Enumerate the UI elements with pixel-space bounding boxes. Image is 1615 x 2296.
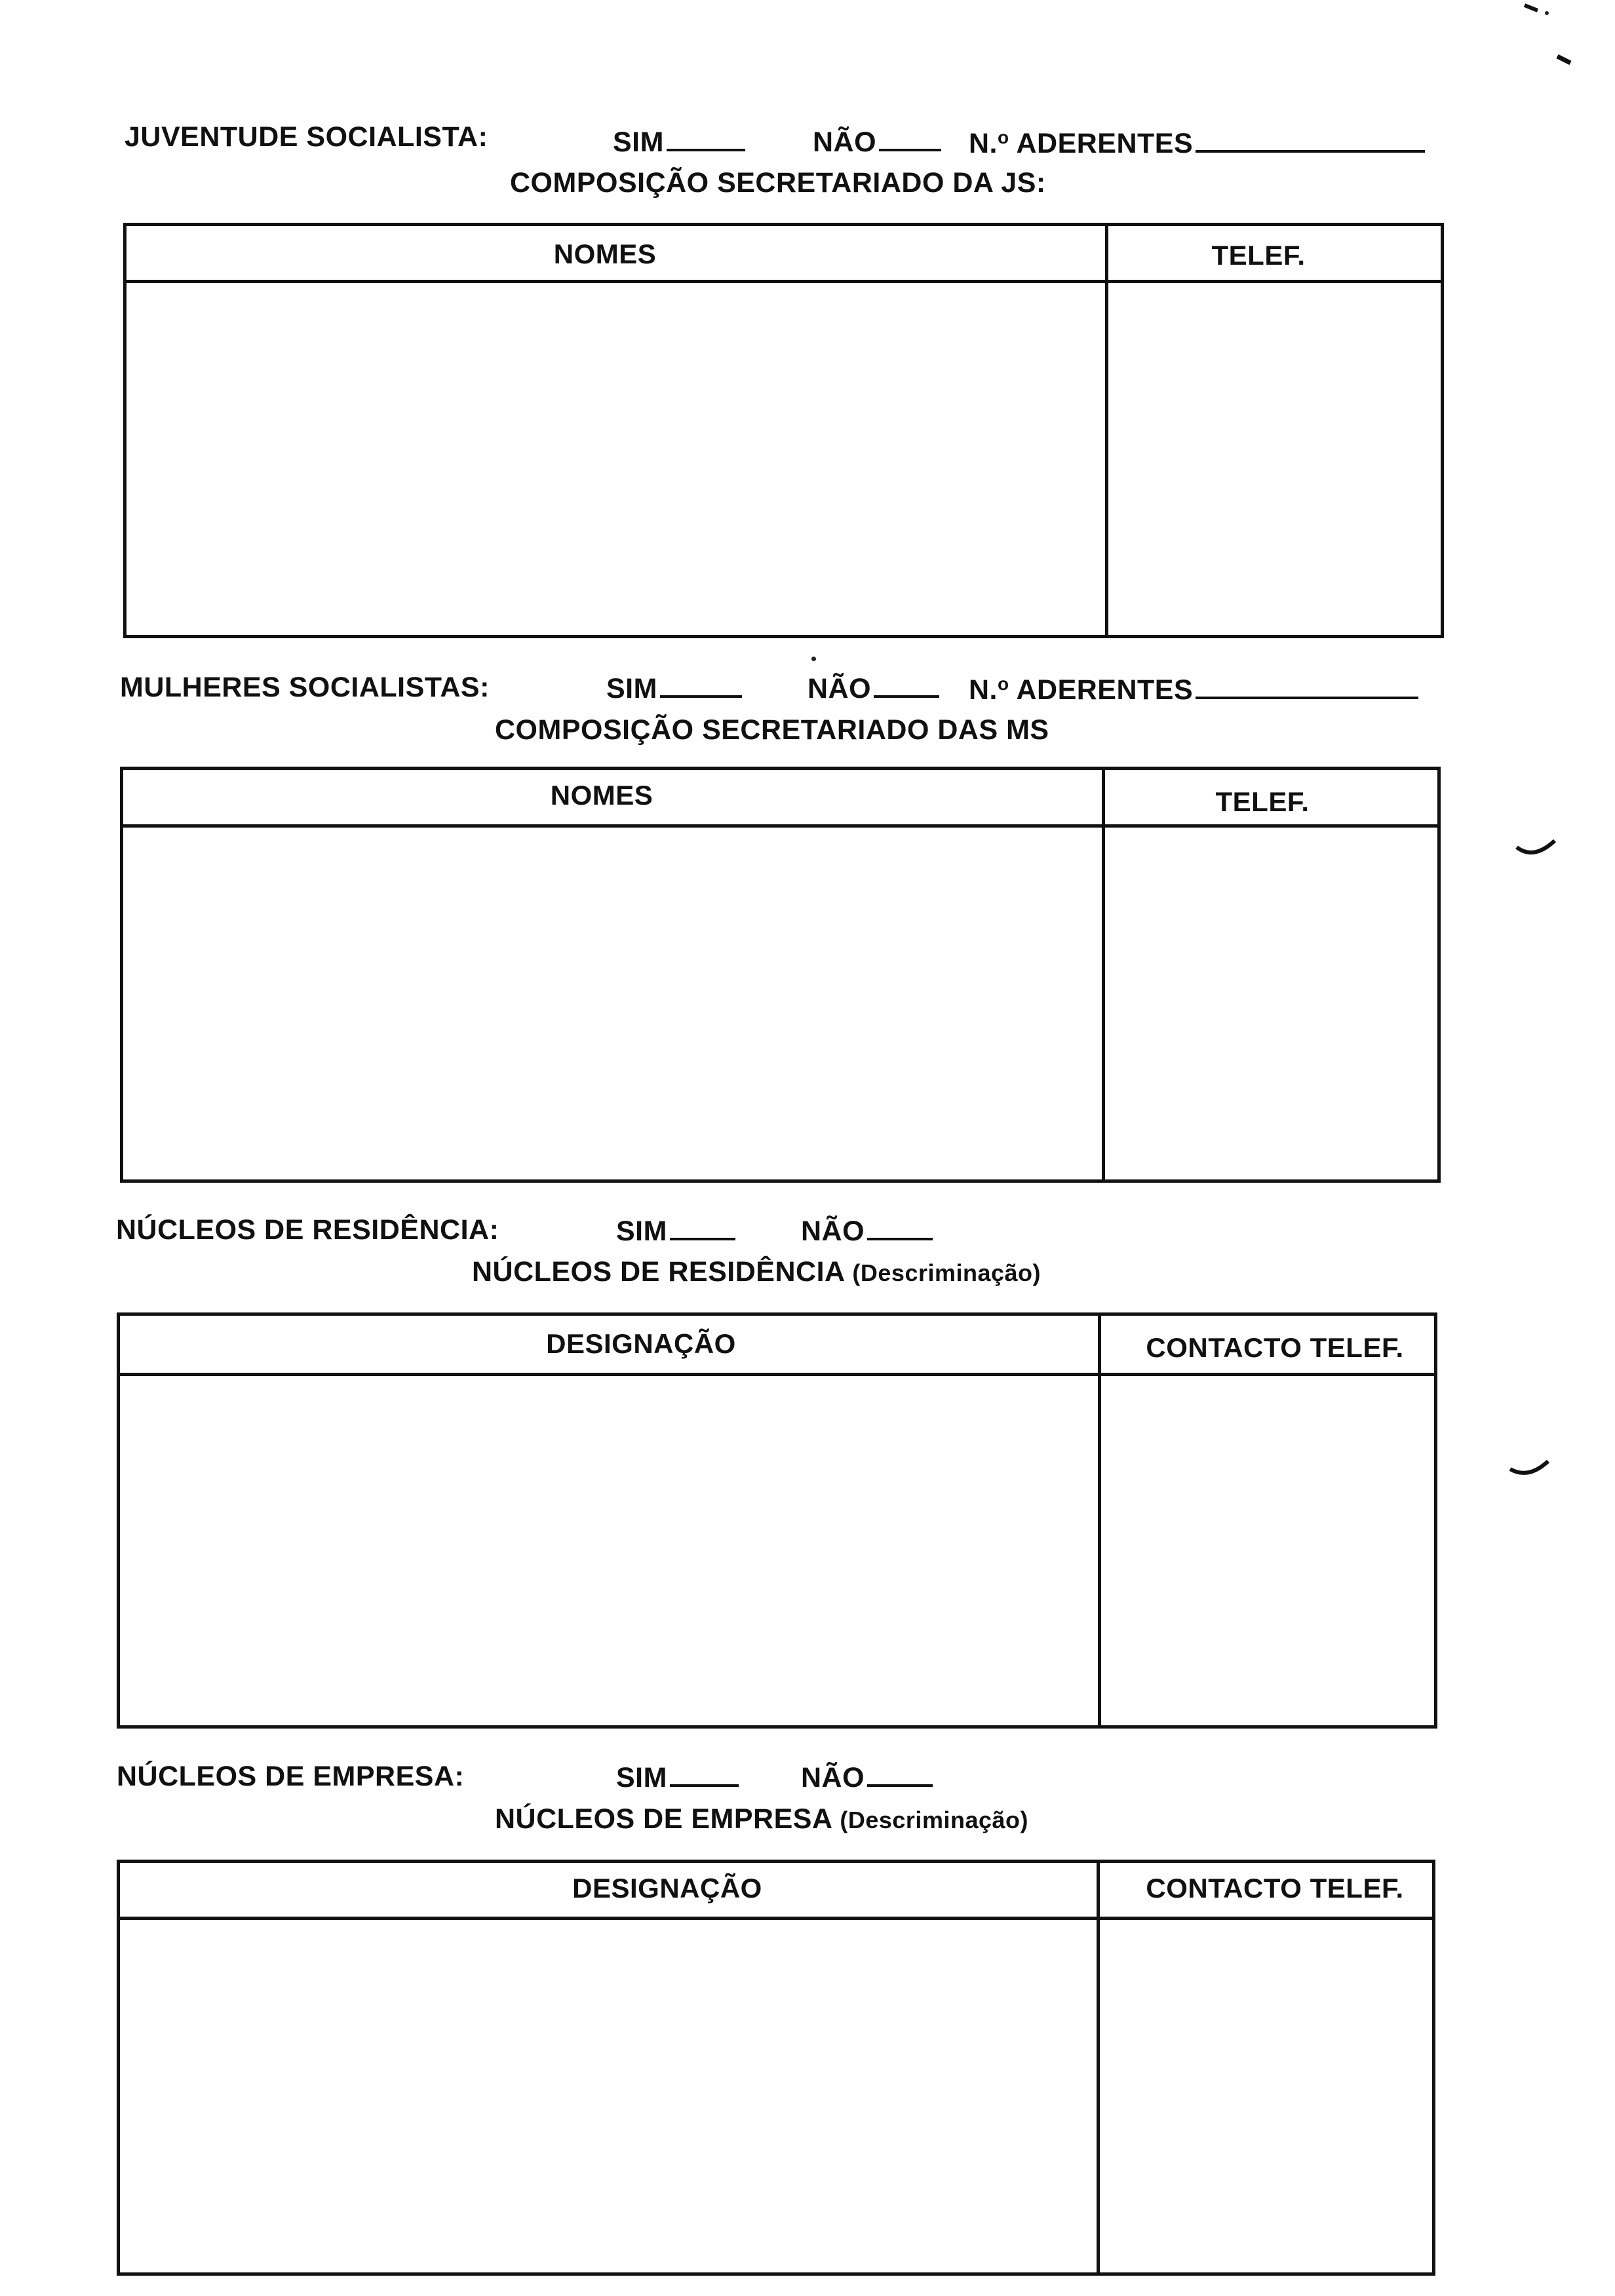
nao-label: NÃO [813,126,877,158]
nao-label: NÃO [801,1215,865,1247]
ms-nao-field[interactable] [808,675,939,703]
contacto-entry-area[interactable] [1100,1920,1432,2272]
numero-label: N. [969,128,998,159]
js-section-label: JUVENTUDE SOCIALISTA: [125,121,488,153]
ordinal-mark: o [998,127,1009,147]
sim-label: SIM [613,126,664,158]
residencia-section-label: NÚCLEOS DE RESIDÊNCIA: [116,1214,499,1246]
empresa-table [117,1860,1435,2276]
nao-label: NÃO [801,1762,865,1793]
col-header-telef: TELEF. [1215,786,1310,817]
js-nao-field[interactable] [813,128,941,157]
nomes-entry-area[interactable] [123,828,1099,1179]
sim-blank-line[interactable] [670,1238,735,1240]
nomes-entry-area[interactable] [126,283,1102,635]
hole-punch-mark [1508,1456,1553,1482]
ms-secretariado-table [120,767,1441,1183]
nao-blank-line[interactable] [874,695,939,698]
residencia-table [117,1312,1437,1729]
js-sim-field[interactable] [613,128,745,157]
designacao-entry-area[interactable] [120,1376,1095,1725]
empresa-sim-field[interactable] [616,1764,739,1792]
aderentes-label: ADERENTES [1016,128,1194,159]
residencia-sim-field[interactable] [616,1217,735,1246]
sim-blank-line[interactable] [660,695,742,698]
ms-aderentes-field[interactable] [969,675,1418,704]
sim-label: SIM [616,1762,667,1793]
hole-punch-mark [1514,835,1560,862]
empresa-nao-field[interactable] [801,1764,933,1792]
sim-label: SIM [616,1215,667,1247]
empresa-subtitle [495,1805,1028,1833]
ms-sim-field[interactable] [606,675,742,703]
aderentes-label: ADERENTES [1016,674,1194,706]
sim-label: SIM [606,673,657,704]
col-header-designacao: DESIGNAÇÃO [572,1873,762,1904]
residencia-subtitle [472,1258,1041,1286]
stray-dot-mark [811,657,816,661]
nao-label: NÃO [808,673,872,704]
numero-label: N. [969,674,998,706]
nao-blank-line[interactable] [867,1238,933,1240]
subtitle-text: NÚCLEOS DE RESIDÊNCIA [472,1256,844,1288]
ms-section-label: MULHERES SOCIALISTAS: [120,672,490,703]
aderentes-blank-line[interactable] [1196,697,1418,699]
js-secretariado-table [123,223,1444,638]
col-header-nomes: NOMES [553,239,657,269]
ms-subtitle: COMPOSIÇÃO SECRETARIADO DAS MS [495,714,1049,746]
col-header-contacto: CONTACTO TELEF. [1146,1332,1404,1363]
ordinal-mark: o [998,674,1009,694]
sim-blank-line[interactable] [667,149,745,151]
js-aderentes-field[interactable] [969,128,1425,158]
subtitle-note: (Descriminação) [840,1807,1028,1833]
empresa-section-label: NÚCLEOS DE EMPRESA: [117,1761,465,1792]
designacao-entry-area[interactable] [120,1920,1093,2272]
residencia-nao-field[interactable] [801,1217,933,1246]
col-header-contacto: CONTACTO TELEF. [1146,1873,1404,1904]
subtitle-text: NÚCLEOS DE EMPRESA [495,1803,832,1835]
nao-blank-line[interactable] [867,1784,933,1787]
col-header-designacao: DESIGNAÇÃO [546,1328,736,1359]
nao-blank-line[interactable] [879,149,941,151]
corner-mark [1518,0,1577,72]
js-subtitle: COMPOSIÇÃO SECRETARIADO DA JS: [510,167,1046,199]
telef-entry-area[interactable] [1105,828,1437,1179]
telef-entry-area[interactable] [1108,283,1441,635]
contacto-entry-area[interactable] [1101,1376,1434,1725]
subtitle-note: (Descriminação) [852,1259,1041,1286]
sim-blank-line[interactable] [670,1784,739,1787]
col-header-telef: TELEF. [1211,240,1306,271]
aderentes-blank-line[interactable] [1196,150,1425,153]
col-header-nomes: NOMES [550,780,653,811]
